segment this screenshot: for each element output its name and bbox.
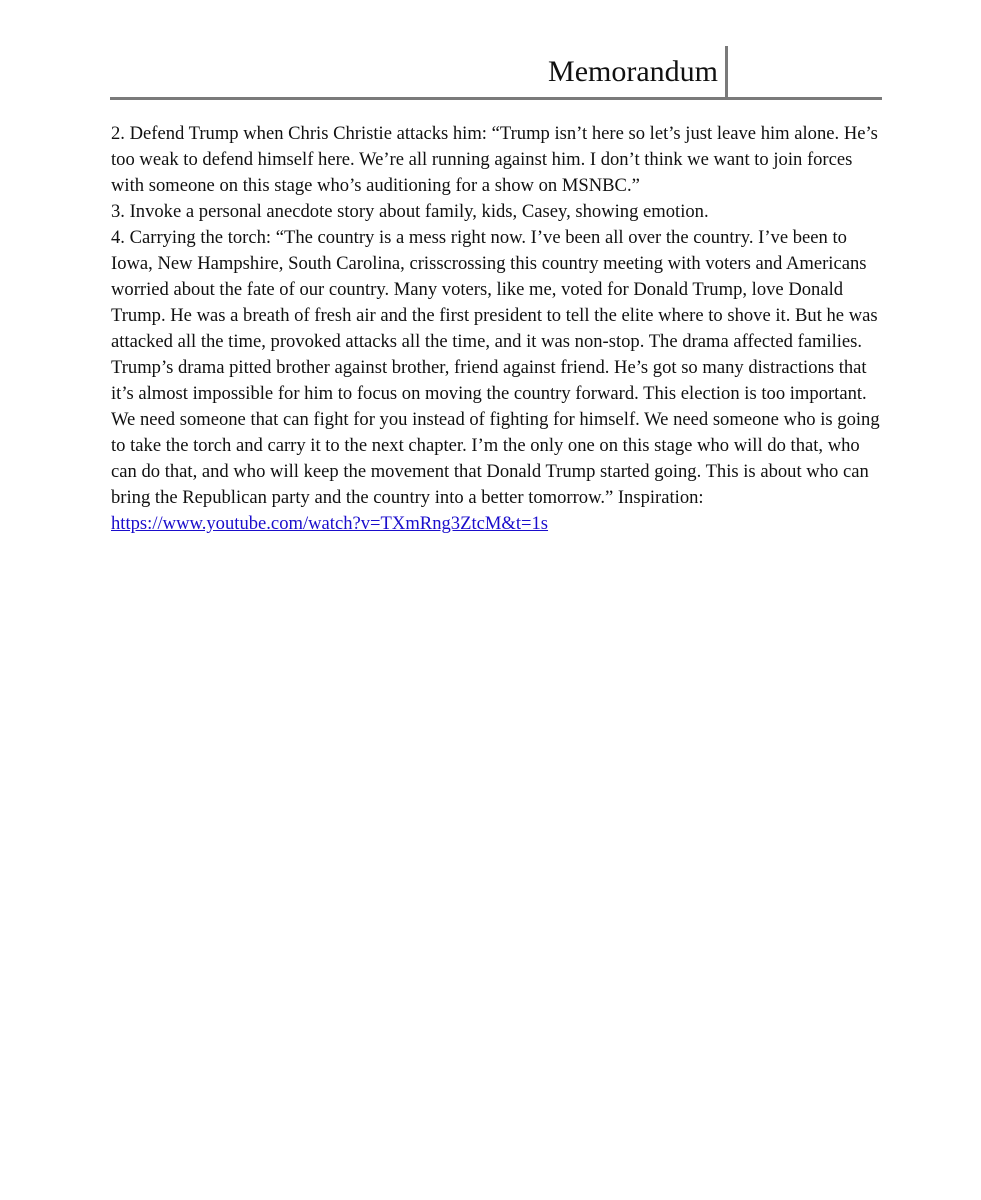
point-4-paragraph (111, 225, 881, 537)
point-4-text: 4. Carrying the torch: “The country is a mess right now. I’ve been all over the country. I’ve been to Iowa, New Hampshire, South Carolina, crisscrossing this country meeting with voters and Americans worried about the fate of our country. Many voters, like me, voted for Donald Trump, love Donald Trump. He was a breath of fresh air and the first president to tell the elite where to shove it. But he was attacked all the time, provoked attacks all the time, and it was non-stop. The drama affected families. Trump’s drama pitted brother against brother, friend against friend. He’s got so many distractions that it’s almost impossible for him to focus on moving the country forward. This election is too important. We need someone that can fight for you instead of fighting for himself. We need someone who is going to take the torch and carry it to the next chapter. I’m the only one on this stage who will do that, who can do that, and who will keep the movement that Donald Trump started going. This is about who can bring the Republican party and the country into a better tomorrow.” Inspiration: (111, 227, 880, 508)
point-2-paragraph: 2. Defend Trump when Chris Christie attacks him: “Trump isn’t here so let’s just leave him alone. He’s too weak to defend himself here. We’re all running against him. I don’t think we want to join forces with someone on this stage who’s auditioning for a show on MSNBC.” (111, 123, 878, 196)
header-horizontal-rule (110, 97, 882, 100)
memo-title: Memorandum (548, 55, 718, 88)
header-vertical-rule (725, 46, 728, 98)
memo-header (110, 46, 882, 100)
inspiration-link[interactable]: https://www.youtube.com/watch?v=TXmRng3ZtcM&t=1s (111, 513, 549, 534)
memo-body (111, 121, 881, 537)
point-3-paragraph: 3. Invoke a personal anecdote story about family, kids, Casey, showing emotion. (111, 201, 709, 222)
